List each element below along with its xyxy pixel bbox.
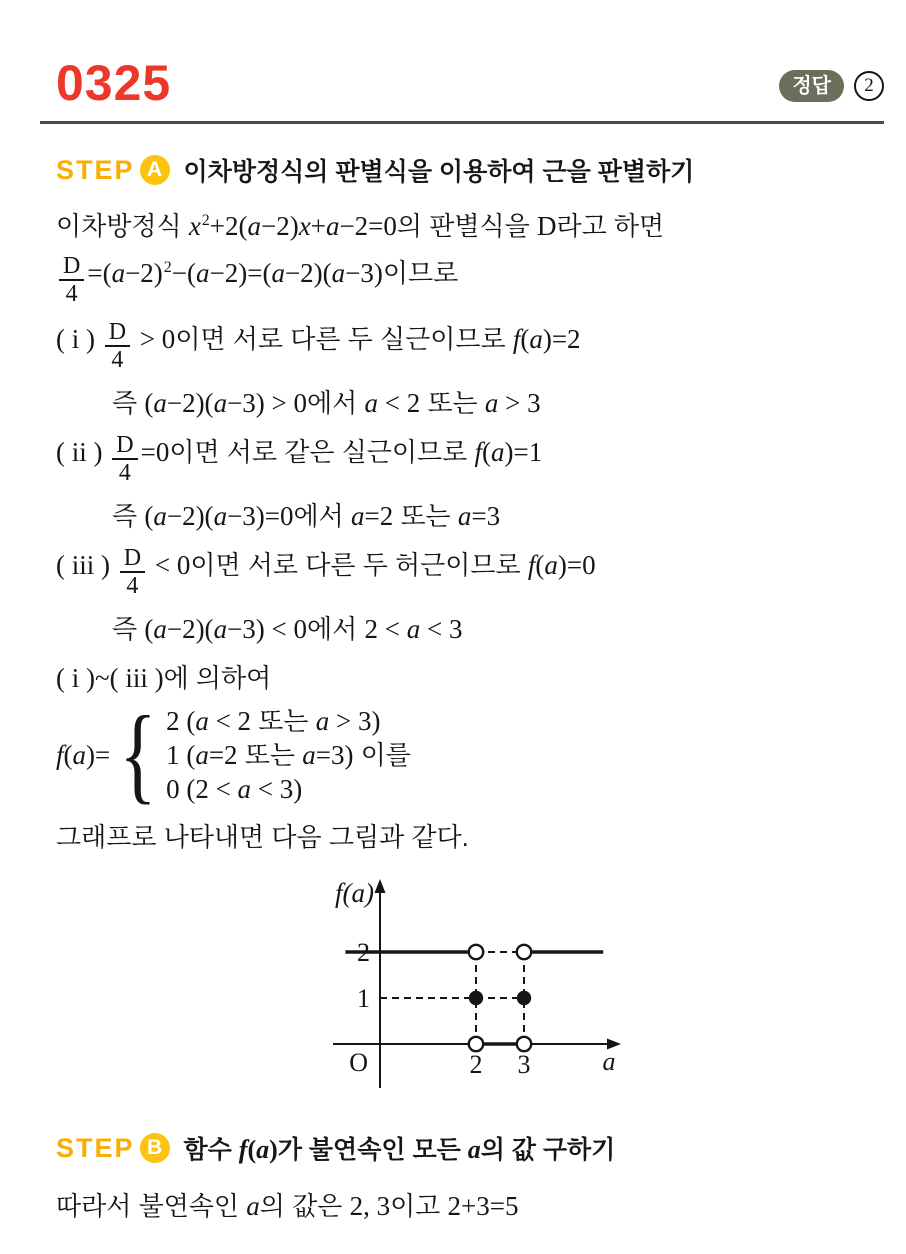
step-a-word: STEP [56,154,135,185]
piecewise-row-3: 0 (2 < a < 3) [166,774,303,804]
svg-text:a: a [602,1047,616,1076]
answer-choice-number: 2 [864,75,874,96]
problem-number: 0325 [56,55,172,111]
svg-text:1: 1 [357,984,370,1013]
solution-line-discriminant: $\frac{D}{4}$ =(a−2) $^2$ −(a−2)=(a−2)(a−3) 이므로 [56,253,882,307]
svg-text:O: O [349,1048,368,1077]
solution-body [56,206,882,1102]
solution-case-ii-detail: 즉 (a−2)(a−3)=0 에서 a=2 또는 a=3 [112,501,501,531]
conclusion-body [56,1186,882,1223]
step-a-title: 이차방정식의 판별식을 이용하여 근을 판별하기 [183,158,695,186]
svg-text:f(a): f(a) [335,878,374,908]
answer-choice-circle [854,71,884,101]
graph-caption: 그래프로 나타내면 다음 그림과 같다. [56,822,469,852]
solution-case-ii: ( ii ) $\frac{D}{4}$ =0 이면 서로 같은 실근이므로 f(a)=1 [56,432,543,486]
svg-text:2: 2 [469,1050,483,1079]
piecewise-lhs: f(a)= [56,739,111,770]
solution-line-equation: 이차방정식 x $^2$ +2(a−2)x+a−2=0 의 판별식을 D 라고 하면 [56,211,665,241]
svg-text:2: 2 [357,938,370,967]
header-divider [40,121,884,124]
solution-line-summary: ( i )~( iii ) 에 의하여 [56,663,272,693]
solution-case-i: ( i ) $\frac{D}{4}$ > 0 이면 서로 다른 두 실근이므로 f(a)=2 [56,319,581,373]
graph-figure [300,872,645,1102]
step-b-badge: B [140,1133,170,1163]
svg-text:3: 3 [517,1050,531,1079]
piecewise-row-2: 1 (a=2 또는 a=3) 이를 [166,740,411,770]
answer-badge: 정답 [779,70,844,102]
piecewise-row-1: 2 (a < 2 또는 a > 3) [166,706,381,736]
step-a-badge: A [140,155,170,185]
answer-area [779,70,884,102]
header [0,0,906,111]
step-a-heading [56,152,876,188]
step-b-title: 함수 f(a) 가 불연속인 모든 a 의 값 구하기 [183,1135,616,1164]
conclusion-line: 따라서 불연속인 a 의 값은 2, 3 이고 2+3=5 [56,1191,519,1221]
solution-case-iii-detail: 즉 (a−2)(a−3) < 0 에서 2 < a < 3 [112,614,463,644]
step-b-word: STEP [56,1132,135,1163]
solution-case-i-detail: 즉 (a−2)(a−3) > 0 에서 a < 2 또는 a > 3 [112,388,541,418]
solution-case-iii: ( iii ) $\frac{D}{4}$ < 0 이면 서로 다른 두 허근이므로 f(a)=0 [56,545,596,599]
piecewise-rows [166,705,411,805]
step-b-heading [56,1130,876,1166]
piecewise-definition [56,695,882,814]
piecewise-brace: { [119,695,157,814]
